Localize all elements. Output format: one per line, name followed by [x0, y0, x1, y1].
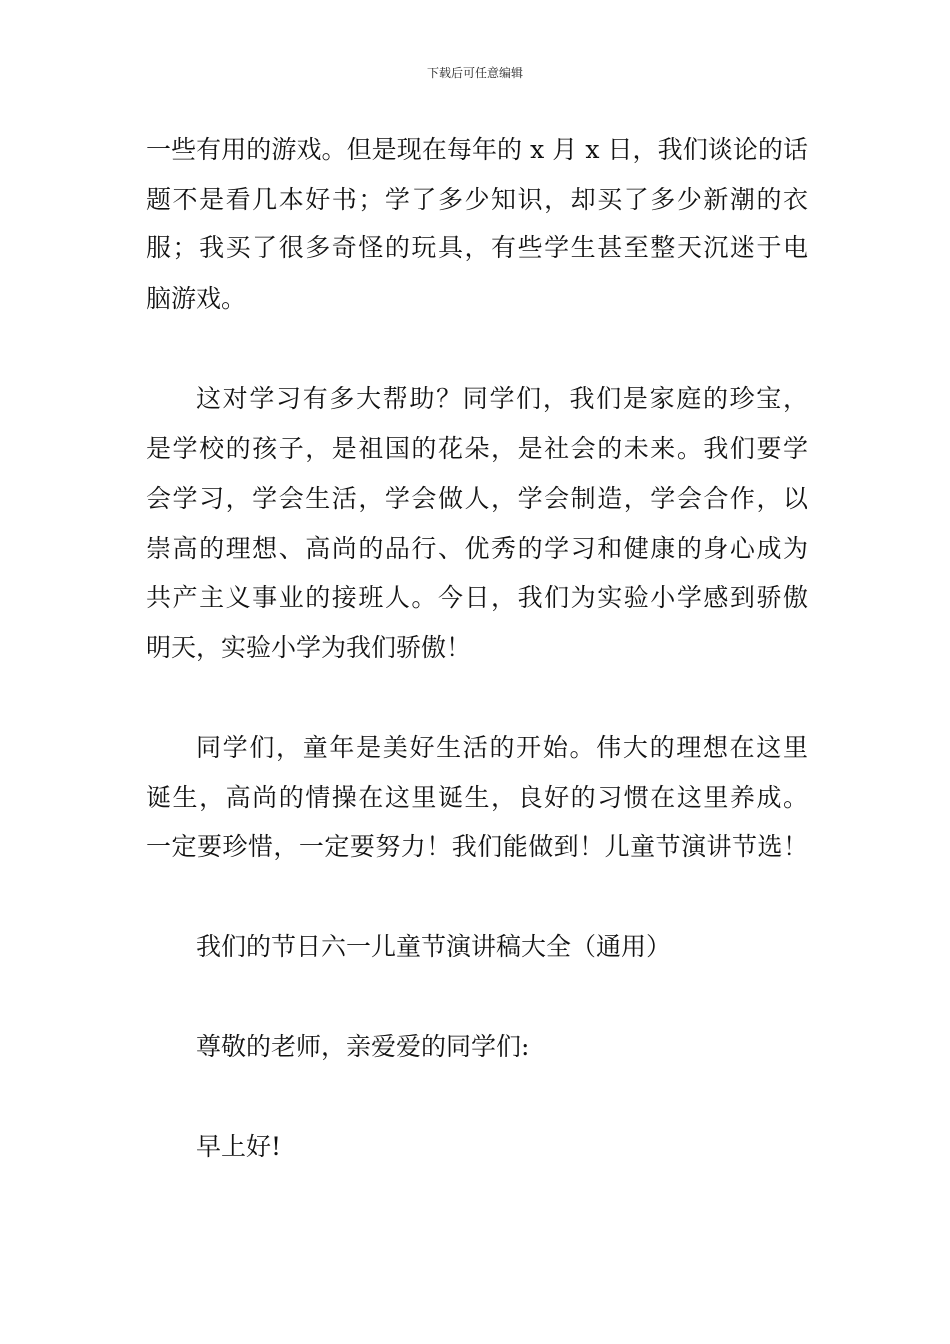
paragraph-2-line-4: 崇高的理想、高尚的品行、优秀的学习和健康的身心成为 [146, 534, 808, 563]
salutation: 尊敬的老师，亲爱爱的同学们: [196, 1032, 530, 1061]
paragraph-1-line-2: 题不是看几本好书；学了多少知识，却买了多少新潮的衣 [146, 185, 808, 214]
paragraph-2-line-3: 会学习，学会生活，学会做人，学会制造，学会合作，以 [146, 484, 808, 513]
page-header: 下载后可任意编辑 [426, 66, 523, 80]
paragraph-1-line-3: 服；我买了很多奇怪的玩具，有些学生甚至整天沉迷于电 [146, 233, 808, 262]
paragraph-3-line-1: 同学们，童年是美好生活的开始。伟大的理想在这里 [196, 733, 808, 762]
paragraph-1-line-1: 一些有用的游戏。但是现在每年的 x 月 x 日，我们谈论的话 [146, 135, 808, 164]
paragraph-3-line-3: 一定要珍惜，一定要努力！我们能做到！儿童节演讲节选！ [146, 832, 808, 861]
paragraph-2-line-2: 是学校的孩子，是祖国的花朵，是社会的未来。我们要学 [146, 434, 808, 463]
speech-title: 我们的节日六一儿童节演讲稿大全（通用） [196, 932, 672, 961]
paragraph-2-line-5: 共产主义事业的接班人。今日，我们为实验小学感到骄傲 [146, 583, 808, 612]
paragraph-2-line-6: 明天，实验小学为我们骄傲！ [146, 633, 472, 662]
greeting: 早上好! [196, 1132, 282, 1161]
paragraph-2-line-1: 这对学习有多大帮助？同学们，我们是家庭的珍宝， [196, 384, 808, 413]
paragraph-1-line-4: 脑游戏。 [146, 284, 247, 313]
paragraph-3-line-2: 诞生，高尚的情操在这里诞生，良好的习惯在这里养成。 [146, 783, 808, 812]
